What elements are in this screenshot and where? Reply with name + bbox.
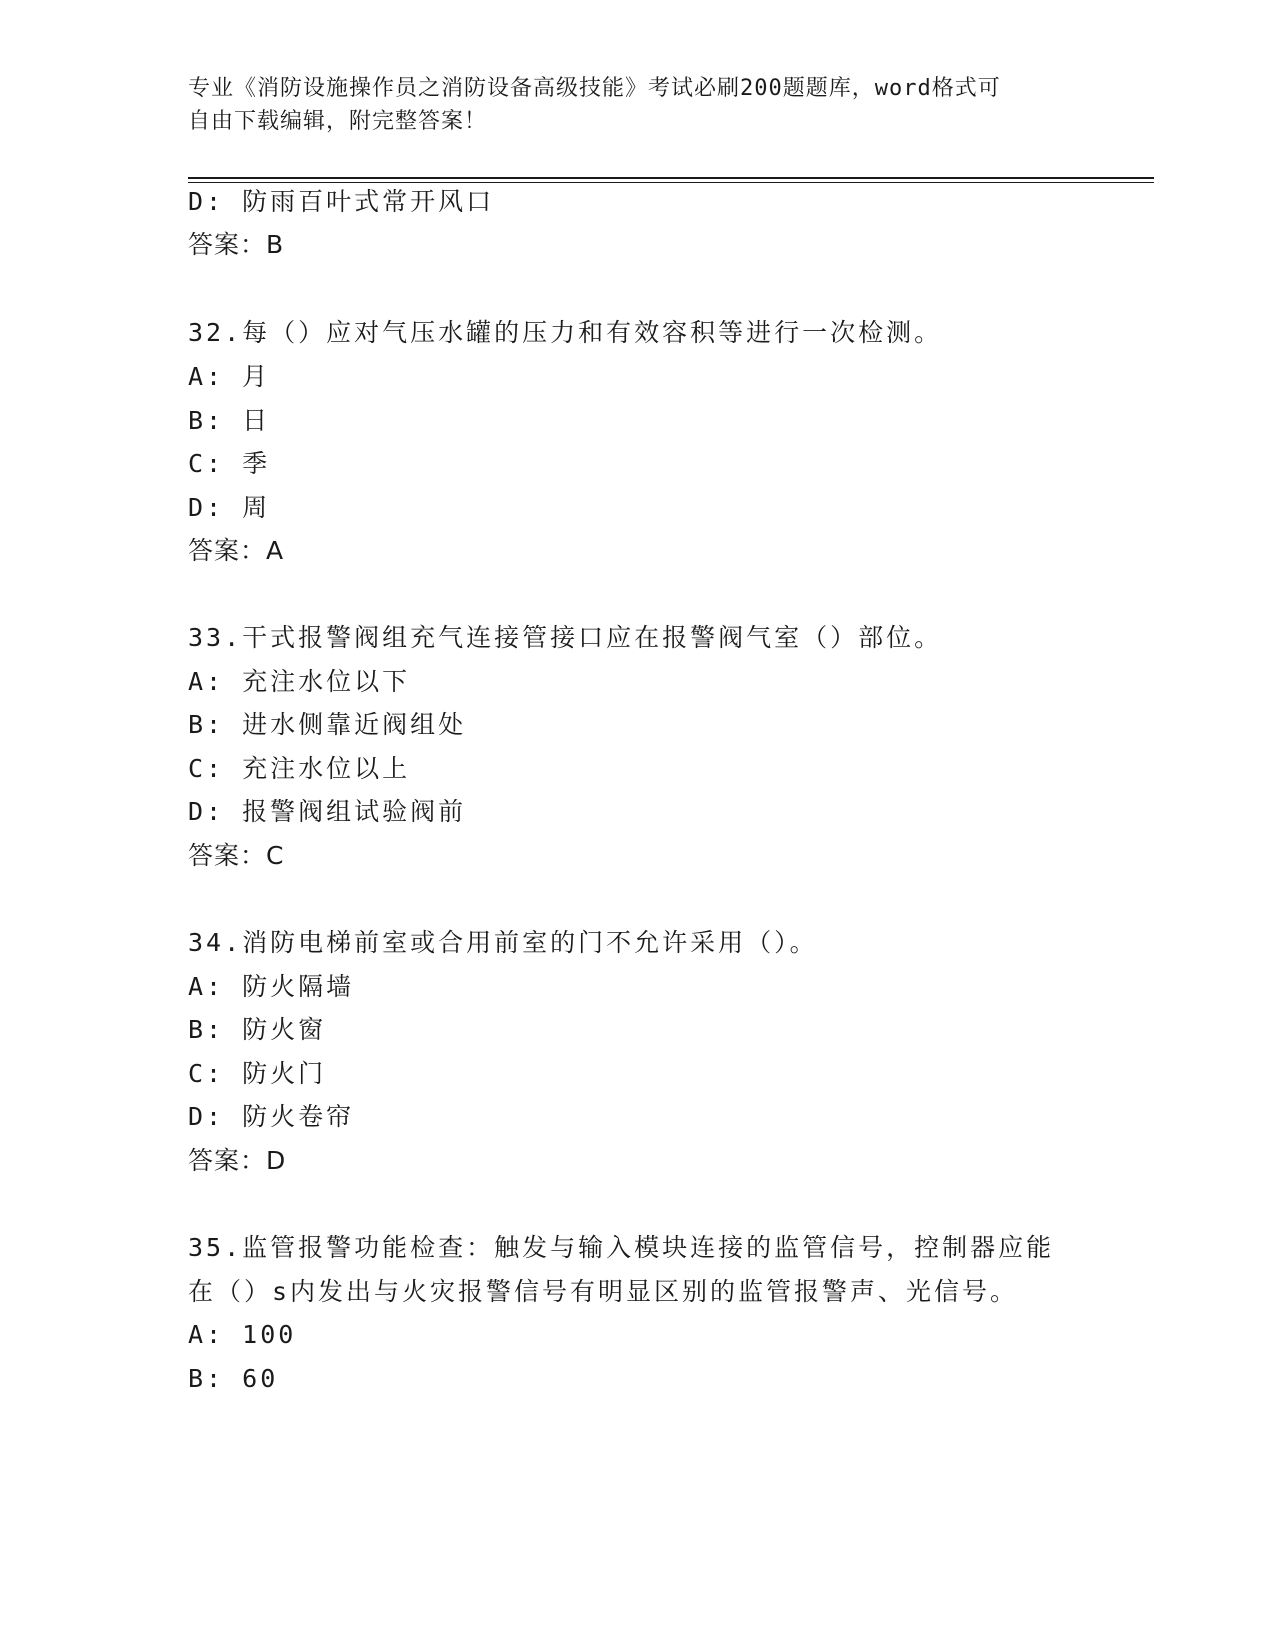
q35-option-a: A: 100 <box>188 1320 297 1349</box>
header-line-1: 专业《消防设施操作员之消防设备高级技能》考试必刷200题题库，word格式可 <box>188 76 1001 101</box>
q32-option-c: C: 季 <box>188 449 271 478</box>
q35-question-line-2: 在（）s内发出与火灾报警信号有明显区别的监管报警声、光信号。 <box>188 1277 1019 1306</box>
prev-option-d: D: 防雨百叶式常开风口 <box>188 187 495 216</box>
q35-option-b: B: 60 <box>188 1364 279 1393</box>
q34-answer: 答案：D <box>188 1146 287 1175</box>
q33-answer: 答案：C <box>188 841 285 870</box>
q32-option-d: D: 周 <box>188 493 271 522</box>
q34-option-b: B: 防火窗 <box>188 1015 327 1044</box>
q34-option-c: C: 防火门 <box>188 1059 327 1088</box>
q33-question: 33.干式报警阀组充气连接管接口应在报警阀气室（）部位。 <box>188 623 943 652</box>
q33-option-b: B: 进水侧靠近阀组处 <box>188 710 467 739</box>
q32-option-a: A: 月 <box>188 362 271 391</box>
q34-option-d: D: 防火卷帘 <box>188 1102 355 1131</box>
q34-question: 34.消防电梯前室或合用前室的门不允许采用（）。 <box>188 928 818 957</box>
header-line-2: 自由下载编辑，附完整答案！ <box>188 109 488 134</box>
q32-option-b: B: 日 <box>188 406 271 435</box>
q33-option-c: C: 充注水位以上 <box>188 754 411 783</box>
q34-option-a: A: 防火隔墙 <box>188 972 355 1001</box>
prev-answer: 答案：B <box>188 230 285 259</box>
q32-question: 32.每（）应对气压水罐的压力和有效容积等进行一次检测。 <box>188 318 943 347</box>
q33-option-a: A: 充注水位以下 <box>188 667 411 696</box>
header-divider-thin <box>188 182 1154 183</box>
q33-option-d: D: 报警阀组试验阀前 <box>188 797 467 826</box>
q32-answer: 答案：A <box>188 536 285 565</box>
header-divider-thick <box>188 177 1154 179</box>
document-header <box>188 72 1068 138</box>
q35-question-line-1: 35.监管报警功能检查：触发与输入模块连接的监管信号，控制器应能 <box>188 1233 1055 1262</box>
